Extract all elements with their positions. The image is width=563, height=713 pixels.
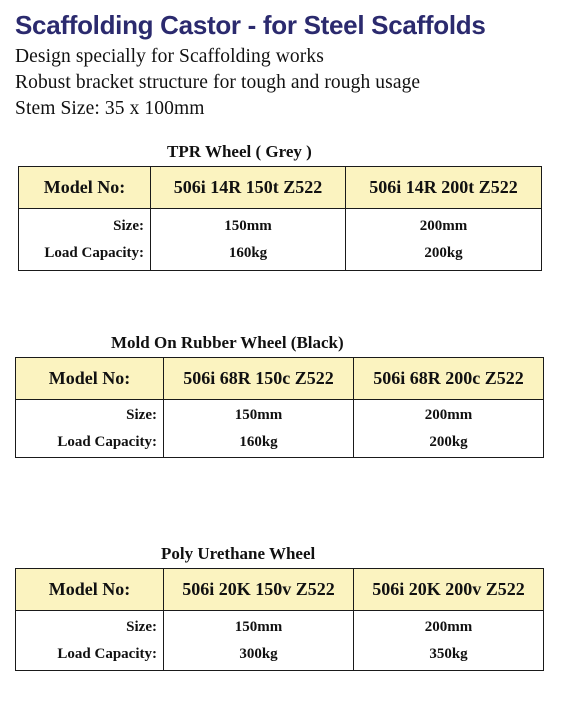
spec-values <box>354 400 544 458</box>
size-value: 150mm <box>234 406 283 423</box>
spec-values <box>151 209 346 271</box>
size-label: Size: <box>113 217 144 234</box>
load-capacity-label: Load Capacity: <box>57 433 157 450</box>
model-cell: 506i 68R 150c Z522 <box>164 358 354 400</box>
model-cell: 506i 68R 200c Z522 <box>354 358 544 400</box>
size-value: 150mm <box>224 217 272 234</box>
model-cell: 506i 20K 200v Z522 <box>354 569 544 611</box>
model-cell: 506i 14R 200t Z522 <box>346 167 542 209</box>
spec-values <box>346 209 542 271</box>
description-line-1: Design specially for Scaffolding works <box>15 46 324 67</box>
size-value: 200mm <box>424 406 473 423</box>
spec-values <box>354 611 544 671</box>
spec-labels <box>16 400 164 458</box>
load-value: 200kg <box>429 433 468 450</box>
load-value: 300kg <box>239 645 278 662</box>
size-value: 150mm <box>234 618 283 635</box>
stem-size-line: Stem Size: 35 x 100mm <box>15 98 205 119</box>
size-label: Size: <box>126 406 157 423</box>
load-capacity-label: Load Capacity: <box>57 645 157 662</box>
spec-values <box>164 611 354 671</box>
size-value: 200mm <box>424 618 473 635</box>
load-value: 160kg <box>239 433 278 450</box>
model-no-label: Model No: <box>19 167 151 209</box>
model-cell: 506i 14R 150t Z522 <box>151 167 346 209</box>
spec-values <box>164 400 354 458</box>
spec-labels <box>16 611 164 671</box>
spec-table-tpr <box>18 166 542 271</box>
load-value: 160kg <box>228 244 268 261</box>
spec-table-rubber <box>15 357 544 458</box>
spec-labels <box>19 209 151 271</box>
section-title-polyurethane: Poly Urethane Wheel <box>161 544 316 563</box>
spec-table-polyurethane <box>15 568 544 671</box>
section-title-rubber: Mold On Rubber Wheel (Black) <box>111 333 344 352</box>
load-capacity-label: Load Capacity: <box>44 244 144 261</box>
size-label: Size: <box>126 618 157 635</box>
load-value: 350kg <box>429 645 468 662</box>
model-no-label: Model No: <box>16 569 164 611</box>
model-cell: 506i 20K 150v Z522 <box>164 569 354 611</box>
page-title: Scaffolding Castor - for Steel Scaffolds <box>15 10 486 40</box>
model-no-label: Model No: <box>16 358 164 400</box>
description-line-2: Robust bracket structure for tough and rough usage <box>15 72 421 93</box>
size-value: 200mm <box>419 217 468 234</box>
section-title-tpr: TPR Wheel ( Grey ) <box>167 142 312 161</box>
load-value: 200kg <box>424 244 463 261</box>
